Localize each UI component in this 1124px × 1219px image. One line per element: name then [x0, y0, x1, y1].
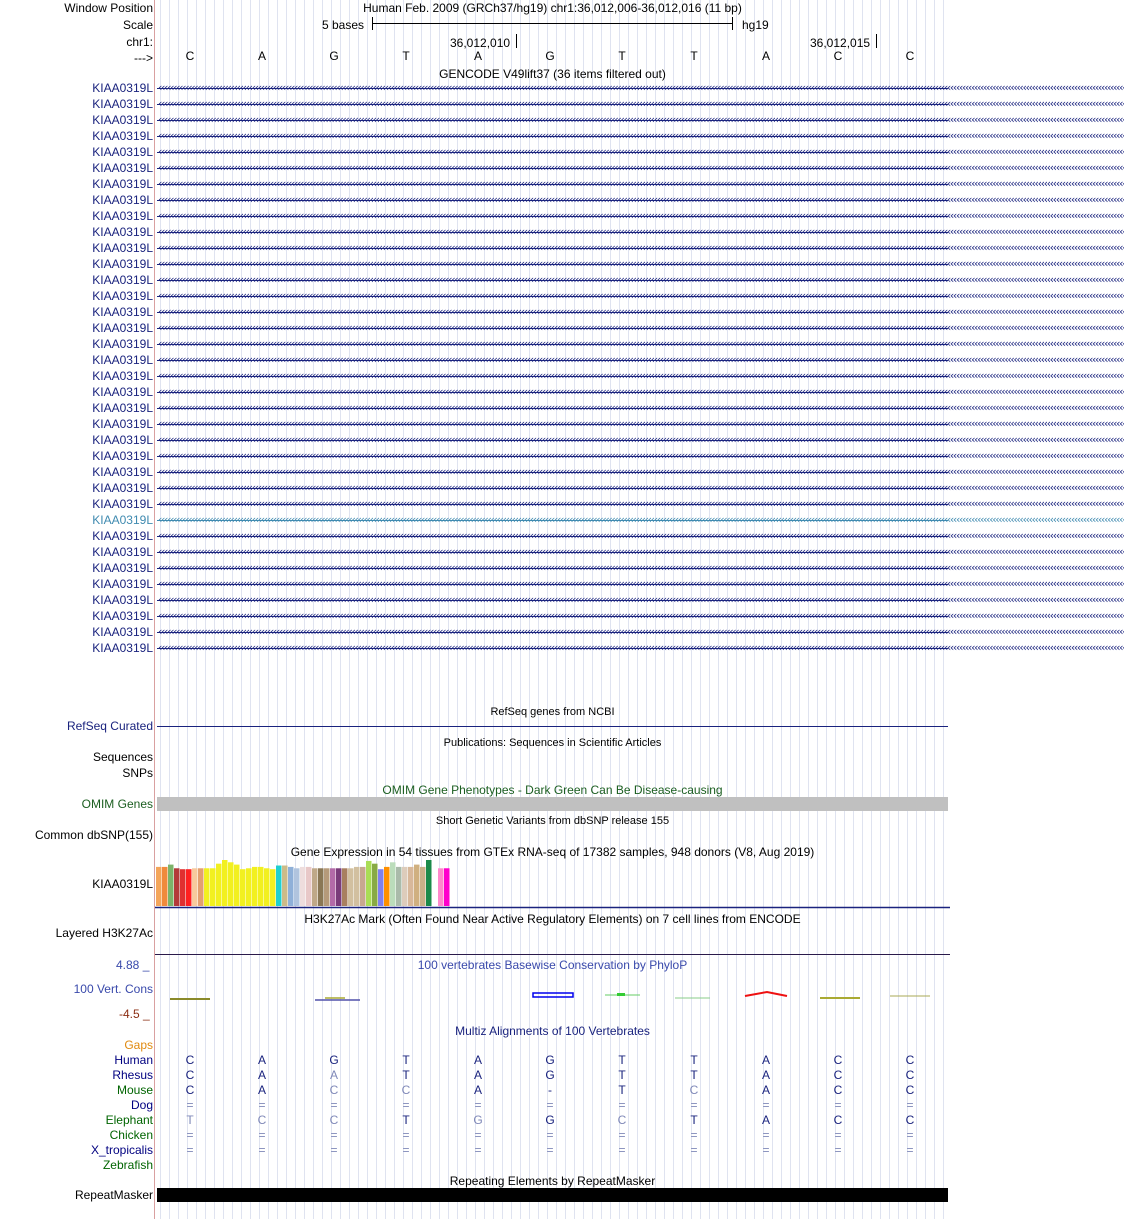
multiz-base: C	[185, 1053, 195, 1067]
gtex-tissue-bar[interactable]	[390, 862, 396, 906]
gencode-strand-arrows: ‹‹‹‹‹‹‹‹‹‹‹‹‹‹‹‹‹‹‹‹‹‹‹‹‹‹‹‹‹‹‹‹‹‹‹‹‹‹‹‹‹‹‹‹‹‹‹‹‹‹‹‹‹‹‹‹‹‹‹‹‹‹‹‹‹‹‹‹‹‹‹‹‹‹‹‹‹‹‹‹‹‹‹‹‹‹‹‹‹‹‹‹‹‹‹‹‹‹‹‹‹‹‹‹‹‹‹‹‹‹‹‹‹‹‹‹‹‹‹‹‹‹‹‹‹‹‹‹‹‹‹‹‹‹‹‹‹‹‹‹‹‹‹‹‹‹‹‹‹‹‹‹‹‹‹‹‹‹‹‹‹‹‹‹‹‹‹‹‹‹‹‹‹‹‹‹‹‹‹‹‹‹‹‹‹‹‹‹‹‹‹‹‹‹‹‹‹‹‹‹‹‹‹‹‹‹‹‹‹‹‹‹‹‹‹‹‹‹‹‹‹‹‹‹‹‹‹‹‹‹‹‹‹‹‹‹‹‹‹‹‹‹‹‹‹‹‹‹‹‹‹‹‹‹‹‹‹‹‹‹‹‹‹‹‹‹‹‹‹‹‹‹‹‹‹‹‹‹‹‹‹‹‹‹‹‹‹‹‹‹‹‹‹‹‹‹‹‹‹‹‹‹‹‹‹‹‹‹‹‹‹‹‹‹‹‹‹‹‹‹	[157, 129, 1124, 142]
multiz-base: =	[402, 1143, 410, 1157]
multiz-base: C	[833, 1113, 843, 1127]
gencode-transcript-label[interactable]: KIAA0319L	[92, 241, 153, 255]
gtex-tissue-bar[interactable]	[234, 865, 240, 906]
gencode-title[interactable]: GENCODE V49lift37 (36 items filtered out)	[439, 67, 666, 81]
refseq-label[interactable]: RefSeq Curated	[66, 719, 153, 733]
multiz-base: =	[546, 1128, 554, 1142]
multiz-base: C	[617, 1113, 627, 1127]
multiz-base: A	[761, 1068, 770, 1082]
gencode-transcript-label[interactable]: KIAA0319L	[92, 449, 153, 463]
multiz-base: C	[905, 1083, 915, 1097]
gencode-strand-arrows: ‹‹‹‹‹‹‹‹‹‹‹‹‹‹‹‹‹‹‹‹‹‹‹‹‹‹‹‹‹‹‹‹‹‹‹‹‹‹‹‹‹‹‹‹‹‹‹‹‹‹‹‹‹‹‹‹‹‹‹‹‹‹‹‹‹‹‹‹‹‹‹‹‹‹‹‹‹‹‹‹‹‹‹‹‹‹‹‹‹‹‹‹‹‹‹‹‹‹‹‹‹‹‹‹‹‹‹‹‹‹‹‹‹‹‹‹‹‹‹‹‹‹‹‹‹‹‹‹‹‹‹‹‹‹‹‹‹‹‹‹‹‹‹‹‹‹‹‹‹‹‹‹‹‹‹‹‹‹‹‹‹‹‹‹‹‹‹‹‹‹‹‹‹‹‹‹‹‹‹‹‹‹‹‹‹‹‹‹‹‹‹‹‹‹‹‹‹‹‹‹‹‹‹‹‹‹‹‹‹‹‹‹‹‹‹‹‹‹‹‹‹‹‹‹‹‹‹‹‹‹‹‹‹‹‹‹‹‹‹‹‹‹‹‹‹‹‹‹‹‹‹‹‹‹‹‹‹‹‹‹‹‹‹‹‹‹‹‹‹‹‹‹‹‹‹‹‹‹‹‹‹‹‹‹‹‹‹‹‹‹‹‹‹‹‹‹‹‹‹‹‹‹‹‹‹‹‹‹‹‹‹‹‹‹‹‹‹‹‹‹	[157, 433, 1124, 446]
multiz-base: T	[618, 1053, 626, 1067]
multiz-species-label[interactable]: Mouse	[116, 1083, 153, 1097]
gencode-strand-arrows: ‹‹‹‹‹‹‹‹‹‹‹‹‹‹‹‹‹‹‹‹‹‹‹‹‹‹‹‹‹‹‹‹‹‹‹‹‹‹‹‹‹‹‹‹‹‹‹‹‹‹‹‹‹‹‹‹‹‹‹‹‹‹‹‹‹‹‹‹‹‹‹‹‹‹‹‹‹‹‹‹‹‹‹‹‹‹‹‹‹‹‹‹‹‹‹‹‹‹‹‹‹‹‹‹‹‹‹‹‹‹‹‹‹‹‹‹‹‹‹‹‹‹‹‹‹‹‹‹‹‹‹‹‹‹‹‹‹‹‹‹‹‹‹‹‹‹‹‹‹‹‹‹‹‹‹‹‹‹‹‹‹‹‹‹‹‹‹‹‹‹‹‹‹‹‹‹‹‹‹‹‹‹‹‹‹‹‹‹‹‹‹‹‹‹‹‹‹‹‹‹‹‹‹‹‹‹‹‹‹‹‹‹‹‹‹‹‹‹‹‹‹‹‹‹‹‹‹‹‹‹‹‹‹‹‹‹‹‹‹‹‹‹‹‹‹‹‹‹‹‹‹‹‹‹‹‹‹‹‹‹‹‹‹‹‹‹‹‹‹‹‹‹‹‹‹‹‹‹‹‹‹‹‹‹‹‹‹‹‹‹‹‹‹‹‹‹‹‹‹‹‹‹‹‹‹‹‹‹‹‹‹‹‹‹‹‹‹‹‹‹	[157, 353, 1124, 366]
gtex-tissue-bar[interactable]	[414, 865, 420, 906]
multiz-base: =	[834, 1098, 842, 1112]
multiz-base: =	[906, 1128, 914, 1142]
multiz-base: =	[186, 1143, 194, 1157]
multiz-base: C	[905, 1068, 915, 1082]
dbsnp-label[interactable]: Common dbSNP(155)	[34, 828, 153, 842]
gtex-tissue-bar[interactable]	[330, 868, 336, 906]
multiz-base: =	[618, 1143, 626, 1157]
gtex-tissue-bar[interactable]	[312, 868, 318, 906]
gtex-tissue-bar[interactable]	[222, 860, 228, 906]
gencode-strand-arrows: ‹‹‹‹‹‹‹‹‹‹‹‹‹‹‹‹‹‹‹‹‹‹‹‹‹‹‹‹‹‹‹‹‹‹‹‹‹‹‹‹‹‹‹‹‹‹‹‹‹‹‹‹‹‹‹‹‹‹‹‹‹‹‹‹‹‹‹‹‹‹‹‹‹‹‹‹‹‹‹‹‹‹‹‹‹‹‹‹‹‹‹‹‹‹‹‹‹‹‹‹‹‹‹‹‹‹‹‹‹‹‹‹‹‹‹‹‹‹‹‹‹‹‹‹‹‹‹‹‹‹‹‹‹‹‹‹‹‹‹‹‹‹‹‹‹‹‹‹‹‹‹‹‹‹‹‹‹‹‹‹‹‹‹‹‹‹‹‹‹‹‹‹‹‹‹‹‹‹‹‹‹‹‹‹‹‹‹‹‹‹‹‹‹‹‹‹‹‹‹‹‹‹‹‹‹‹‹‹‹‹‹‹‹‹‹‹‹‹‹‹‹‹‹‹‹‹‹‹‹‹‹‹‹‹‹‹‹‹‹‹‹‹‹‹‹‹‹‹‹‹‹‹‹‹‹‹‹‹‹‹‹‹‹‹‹‹‹‹‹‹‹‹‹‹‹‹‹‹‹‹‹‹‹‹‹‹‹‹‹‹‹‹‹‹‹‹‹‹‹‹‹‹‹‹‹‹‹‹‹‹‹‹‹‹‹‹‹‹‹‹	[157, 257, 1124, 270]
gtex-label[interactable]: KIAA0319L	[92, 877, 153, 891]
gencode-strand-arrows: ‹‹‹‹‹‹‹‹‹‹‹‹‹‹‹‹‹‹‹‹‹‹‹‹‹‹‹‹‹‹‹‹‹‹‹‹‹‹‹‹‹‹‹‹‹‹‹‹‹‹‹‹‹‹‹‹‹‹‹‹‹‹‹‹‹‹‹‹‹‹‹‹‹‹‹‹‹‹‹‹‹‹‹‹‹‹‹‹‹‹‹‹‹‹‹‹‹‹‹‹‹‹‹‹‹‹‹‹‹‹‹‹‹‹‹‹‹‹‹‹‹‹‹‹‹‹‹‹‹‹‹‹‹‹‹‹‹‹‹‹‹‹‹‹‹‹‹‹‹‹‹‹‹‹‹‹‹‹‹‹‹‹‹‹‹‹‹‹‹‹‹‹‹‹‹‹‹‹‹‹‹‹‹‹‹‹‹‹‹‹‹‹‹‹‹‹‹‹‹‹‹‹‹‹‹‹‹‹‹‹‹‹‹‹‹‹‹‹‹‹‹‹‹‹‹‹‹‹‹‹‹‹‹‹‹‹‹‹‹‹‹‹‹‹‹‹‹‹‹‹‹‹‹‹‹‹‹‹‹‹‹‹‹‹‹‹‹‹‹‹‹‹‹‹‹‹‹‹‹‹‹‹‹‹‹‹‹‹‹‹‹‹‹‹‹‹‹‹‹‹‹‹‹‹‹‹‹‹‹‹‹‹‹‹‹‹‹‹‹‹	[157, 609, 1124, 622]
gencode-strand-arrows: ‹‹‹‹‹‹‹‹‹‹‹‹‹‹‹‹‹‹‹‹‹‹‹‹‹‹‹‹‹‹‹‹‹‹‹‹‹‹‹‹‹‹‹‹‹‹‹‹‹‹‹‹‹‹‹‹‹‹‹‹‹‹‹‹‹‹‹‹‹‹‹‹‹‹‹‹‹‹‹‹‹‹‹‹‹‹‹‹‹‹‹‹‹‹‹‹‹‹‹‹‹‹‹‹‹‹‹‹‹‹‹‹‹‹‹‹‹‹‹‹‹‹‹‹‹‹‹‹‹‹‹‹‹‹‹‹‹‹‹‹‹‹‹‹‹‹‹‹‹‹‹‹‹‹‹‹‹‹‹‹‹‹‹‹‹‹‹‹‹‹‹‹‹‹‹‹‹‹‹‹‹‹‹‹‹‹‹‹‹‹‹‹‹‹‹‹‹‹‹‹‹‹‹‹‹‹‹‹‹‹‹‹‹‹‹‹‹‹‹‹‹‹‹‹‹‹‹‹‹‹‹‹‹‹‹‹‹‹‹‹‹‹‹‹‹‹‹‹‹‹‹‹‹‹‹‹‹‹‹‹‹‹‹‹‹‹‹‹‹‹‹‹‹‹‹‹‹‹‹‹‹‹‹‹‹‹‹‹‹‹‹‹‹‹‹‹‹‹‹‹‹‹‹‹‹‹‹‹‹‹‹‹‹‹‹‹‹‹‹‹	[157, 497, 1124, 510]
multiz-base: =	[474, 1143, 482, 1157]
gencode-transcript-label[interactable]: KIAA0319L	[92, 289, 153, 303]
multiz-base: =	[618, 1098, 626, 1112]
cons-min-label: -4.5 _	[119, 1007, 150, 1021]
gencode-transcript-label[interactable]: KIAA0319L	[92, 321, 153, 335]
gtex-tissue-bar[interactable]	[174, 868, 180, 906]
gencode-transcript-label[interactable]: KIAA0319L	[92, 353, 153, 367]
gtex-tissue-bar[interactable]	[396, 867, 402, 906]
omim-label[interactable]: OMIM Genes	[81, 797, 153, 811]
gtex-tissue-bar[interactable]	[240, 869, 246, 906]
multiz-base: =	[402, 1098, 410, 1112]
gencode-strand-arrows: ‹‹‹‹‹‹‹‹‹‹‹‹‹‹‹‹‹‹‹‹‹‹‹‹‹‹‹‹‹‹‹‹‹‹‹‹‹‹‹‹‹‹‹‹‹‹‹‹‹‹‹‹‹‹‹‹‹‹‹‹‹‹‹‹‹‹‹‹‹‹‹‹‹‹‹‹‹‹‹‹‹‹‹‹‹‹‹‹‹‹‹‹‹‹‹‹‹‹‹‹‹‹‹‹‹‹‹‹‹‹‹‹‹‹‹‹‹‹‹‹‹‹‹‹‹‹‹‹‹‹‹‹‹‹‹‹‹‹‹‹‹‹‹‹‹‹‹‹‹‹‹‹‹‹‹‹‹‹‹‹‹‹‹‹‹‹‹‹‹‹‹‹‹‹‹‹‹‹‹‹‹‹‹‹‹‹‹‹‹‹‹‹‹‹‹‹‹‹‹‹‹‹‹‹‹‹‹‹‹‹‹‹‹‹‹‹‹‹‹‹‹‹‹‹‹‹‹‹‹‹‹‹‹‹‹‹‹‹‹‹‹‹‹‹‹‹‹‹‹‹‹‹‹‹‹‹‹‹‹‹‹‹‹‹‹‹‹‹‹‹‹‹‹‹‹‹‹‹‹‹‹‹‹‹‹‹‹‹‹‹‹‹‹‹‹‹‹‹‹‹‹‹‹‹‹‹‹‹‹‹‹‹‹‹‹‹‹‹‹‹	[157, 529, 1124, 542]
multiz-base: =	[906, 1098, 914, 1112]
window-position-value: Human Feb. 2009 (GRCh37/hg19) chr1:36,012,006-36,012,016 (11 bp)	[363, 1, 742, 15]
multiz-base: =	[186, 1098, 194, 1112]
gencode-transcript-label[interactable]: KIAA0319L	[92, 417, 153, 431]
multiz-base: G	[545, 1053, 555, 1067]
h3k27ac-baseline	[155, 954, 950, 955]
reference-base: G	[329, 49, 339, 63]
gencode-strand-arrows: ‹‹‹‹‹‹‹‹‹‹‹‹‹‹‹‹‹‹‹‹‹‹‹‹‹‹‹‹‹‹‹‹‹‹‹‹‹‹‹‹‹‹‹‹‹‹‹‹‹‹‹‹‹‹‹‹‹‹‹‹‹‹‹‹‹‹‹‹‹‹‹‹‹‹‹‹‹‹‹‹‹‹‹‹‹‹‹‹‹‹‹‹‹‹‹‹‹‹‹‹‹‹‹‹‹‹‹‹‹‹‹‹‹‹‹‹‹‹‹‹‹‹‹‹‹‹‹‹‹‹‹‹‹‹‹‹‹‹‹‹‹‹‹‹‹‹‹‹‹‹‹‹‹‹‹‹‹‹‹‹‹‹‹‹‹‹‹‹‹‹‹‹‹‹‹‹‹‹‹‹‹‹‹‹‹‹‹‹‹‹‹‹‹‹‹‹‹‹‹‹‹‹‹‹‹‹‹‹‹‹‹‹‹‹‹‹‹‹‹‹‹‹‹‹‹‹‹‹‹‹‹‹‹‹‹‹‹‹‹‹‹‹‹‹‹‹‹‹‹‹‹‹‹‹‹‹‹‹‹‹‹‹‹‹‹‹‹‹‹‹‹‹‹‹‹‹‹‹‹‹‹‹‹‹‹‹‹‹‹‹‹‹‹‹‹‹‹‹‹‹‹‹‹‹‹‹‹‹‹‹‹‹‹‹‹‹‹‹‹‹	[157, 337, 1124, 350]
gencode-transcript-label[interactable]: KIAA0319L	[92, 465, 153, 479]
gtex-tissue-bar[interactable]	[186, 869, 192, 906]
gtex-tissue-bar[interactable]	[282, 866, 288, 906]
strand-label: --->	[134, 51, 153, 65]
multiz-base: =	[330, 1143, 338, 1157]
gencode-strand-arrows: ‹‹‹‹‹‹‹‹‹‹‹‹‹‹‹‹‹‹‹‹‹‹‹‹‹‹‹‹‹‹‹‹‹‹‹‹‹‹‹‹‹‹‹‹‹‹‹‹‹‹‹‹‹‹‹‹‹‹‹‹‹‹‹‹‹‹‹‹‹‹‹‹‹‹‹‹‹‹‹‹‹‹‹‹‹‹‹‹‹‹‹‹‹‹‹‹‹‹‹‹‹‹‹‹‹‹‹‹‹‹‹‹‹‹‹‹‹‹‹‹‹‹‹‹‹‹‹‹‹‹‹‹‹‹‹‹‹‹‹‹‹‹‹‹‹‹‹‹‹‹‹‹‹‹‹‹‹‹‹‹‹‹‹‹‹‹‹‹‹‹‹‹‹‹‹‹‹‹‹‹‹‹‹‹‹‹‹‹‹‹‹‹‹‹‹‹‹‹‹‹‹‹‹‹‹‹‹‹‹‹‹‹‹‹‹‹‹‹‹‹‹‹‹‹‹‹‹‹‹‹‹‹‹‹‹‹‹‹‹‹‹‹‹‹‹‹‹‹‹‹‹‹‹‹‹‹‹‹‹‹‹‹‹‹‹‹‹‹‹‹‹‹‹‹‹‹‹‹‹‹‹‹‹‹‹‹‹‹‹‹‹‹‹‹‹‹‹‹‹‹‹‹‹‹‹‹‹‹‹‹‹‹‹‹‹‹‹‹‹‹	[157, 273, 1124, 286]
gencode-transcript-label[interactable]: KIAA0319L	[92, 81, 153, 95]
gencode-strand-arrows: ‹‹‹‹‹‹‹‹‹‹‹‹‹‹‹‹‹‹‹‹‹‹‹‹‹‹‹‹‹‹‹‹‹‹‹‹‹‹‹‹‹‹‹‹‹‹‹‹‹‹‹‹‹‹‹‹‹‹‹‹‹‹‹‹‹‹‹‹‹‹‹‹‹‹‹‹‹‹‹‹‹‹‹‹‹‹‹‹‹‹‹‹‹‹‹‹‹‹‹‹‹‹‹‹‹‹‹‹‹‹‹‹‹‹‹‹‹‹‹‹‹‹‹‹‹‹‹‹‹‹‹‹‹‹‹‹‹‹‹‹‹‹‹‹‹‹‹‹‹‹‹‹‹‹‹‹‹‹‹‹‹‹‹‹‹‹‹‹‹‹‹‹‹‹‹‹‹‹‹‹‹‹‹‹‹‹‹‹‹‹‹‹‹‹‹‹‹‹‹‹‹‹‹‹‹‹‹‹‹‹‹‹‹‹‹‹‹‹‹‹‹‹‹‹‹‹‹‹‹‹‹‹‹‹‹‹‹‹‹‹‹‹‹‹‹‹‹‹‹‹‹‹‹‹‹‹‹‹‹‹‹‹‹‹‹‹‹‹‹‹‹‹‹‹‹‹‹‹‹‹‹‹‹‹‹‹‹‹‹‹‹‹‹‹‹‹‹‹‹‹‹‹‹‹‹‹‹‹‹‹‹‹‹‹‹‹‹‹‹‹	[157, 225, 1124, 238]
multiz-base: T	[690, 1113, 698, 1127]
gtex-tissue-bar[interactable]	[420, 867, 426, 906]
gencode-strand-arrows: ‹‹‹‹‹‹‹‹‹‹‹‹‹‹‹‹‹‹‹‹‹‹‹‹‹‹‹‹‹‹‹‹‹‹‹‹‹‹‹‹‹‹‹‹‹‹‹‹‹‹‹‹‹‹‹‹‹‹‹‹‹‹‹‹‹‹‹‹‹‹‹‹‹‹‹‹‹‹‹‹‹‹‹‹‹‹‹‹‹‹‹‹‹‹‹‹‹‹‹‹‹‹‹‹‹‹‹‹‹‹‹‹‹‹‹‹‹‹‹‹‹‹‹‹‹‹‹‹‹‹‹‹‹‹‹‹‹‹‹‹‹‹‹‹‹‹‹‹‹‹‹‹‹‹‹‹‹‹‹‹‹‹‹‹‹‹‹‹‹‹‹‹‹‹‹‹‹‹‹‹‹‹‹‹‹‹‹‹‹‹‹‹‹‹‹‹‹‹‹‹‹‹‹‹‹‹‹‹‹‹‹‹‹‹‹‹‹‹‹‹‹‹‹‹‹‹‹‹‹‹‹‹‹‹‹‹‹‹‹‹‹‹‹‹‹‹‹‹‹‹‹‹‹‹‹‹‹‹‹‹‹‹‹‹‹‹‹‹‹‹‹‹‹‹‹‹‹‹‹‹‹‹‹‹‹‹‹‹‹‹‹‹‹‹‹‹‹‹‹‹‹‹‹‹‹‹‹‹‹‹‹‹‹‹‹‹‹‹‹‹	[157, 305, 1124, 318]
chr-label: chr1:	[126, 35, 153, 49]
gencode-strand-arrows: ‹‹‹‹‹‹‹‹‹‹‹‹‹‹‹‹‹‹‹‹‹‹‹‹‹‹‹‹‹‹‹‹‹‹‹‹‹‹‹‹‹‹‹‹‹‹‹‹‹‹‹‹‹‹‹‹‹‹‹‹‹‹‹‹‹‹‹‹‹‹‹‹‹‹‹‹‹‹‹‹‹‹‹‹‹‹‹‹‹‹‹‹‹‹‹‹‹‹‹‹‹‹‹‹‹‹‹‹‹‹‹‹‹‹‹‹‹‹‹‹‹‹‹‹‹‹‹‹‹‹‹‹‹‹‹‹‹‹‹‹‹‹‹‹‹‹‹‹‹‹‹‹‹‹‹‹‹‹‹‹‹‹‹‹‹‹‹‹‹‹‹‹‹‹‹‹‹‹‹‹‹‹‹‹‹‹‹‹‹‹‹‹‹‹‹‹‹‹‹‹‹‹‹‹‹‹‹‹‹‹‹‹‹‹‹‹‹‹‹‹‹‹‹‹‹‹‹‹‹‹‹‹‹‹‹‹‹‹‹‹‹‹‹‹‹‹‹‹‹‹‹‹‹‹‹‹‹‹‹‹‹‹‹‹‹‹‹‹‹‹‹‹‹‹‹‹‹‹‹‹‹‹‹‹‹‹‹‹‹‹‹‹‹‹‹‹‹‹‹‹‹‹‹‹‹‹‹‹‹‹‹‹‹‹‹‹‹‹‹‹	[157, 369, 1124, 382]
gencode-strand-arrows: ‹‹‹‹‹‹‹‹‹‹‹‹‹‹‹‹‹‹‹‹‹‹‹‹‹‹‹‹‹‹‹‹‹‹‹‹‹‹‹‹‹‹‹‹‹‹‹‹‹‹‹‹‹‹‹‹‹‹‹‹‹‹‹‹‹‹‹‹‹‹‹‹‹‹‹‹‹‹‹‹‹‹‹‹‹‹‹‹‹‹‹‹‹‹‹‹‹‹‹‹‹‹‹‹‹‹‹‹‹‹‹‹‹‹‹‹‹‹‹‹‹‹‹‹‹‹‹‹‹‹‹‹‹‹‹‹‹‹‹‹‹‹‹‹‹‹‹‹‹‹‹‹‹‹‹‹‹‹‹‹‹‹‹‹‹‹‹‹‹‹‹‹‹‹‹‹‹‹‹‹‹‹‹‹‹‹‹‹‹‹‹‹‹‹‹‹‹‹‹‹‹‹‹‹‹‹‹‹‹‹‹‹‹‹‹‹‹‹‹‹‹‹‹‹‹‹‹‹‹‹‹‹‹‹‹‹‹‹‹‹‹‹‹‹‹‹‹‹‹‹‹‹‹‹‹‹‹‹‹‹‹‹‹‹‹‹‹‹‹‹‹‹‹‹‹‹‹‹‹‹‹‹‹‹‹‹‹‹‹‹‹‹‹‹‹‹‹‹‹‹‹‹‹‹‹‹‹‹‹‹‹‹‹‹‹‹‹‹‹‹	[157, 513, 1124, 526]
multiz-base: =	[402, 1128, 410, 1142]
gencode-transcript-label[interactable]: KIAA0319L	[92, 545, 153, 559]
gtex-tissue-bar[interactable]	[258, 867, 264, 906]
scale-value: 5 bases	[322, 18, 365, 32]
gtex-tissue-bar[interactable]	[228, 862, 234, 906]
multiz-base: -	[548, 1083, 552, 1097]
gencode-strand-arrows: ‹‹‹‹‹‹‹‹‹‹‹‹‹‹‹‹‹‹‹‹‹‹‹‹‹‹‹‹‹‹‹‹‹‹‹‹‹‹‹‹‹‹‹‹‹‹‹‹‹‹‹‹‹‹‹‹‹‹‹‹‹‹‹‹‹‹‹‹‹‹‹‹‹‹‹‹‹‹‹‹‹‹‹‹‹‹‹‹‹‹‹‹‹‹‹‹‹‹‹‹‹‹‹‹‹‹‹‹‹‹‹‹‹‹‹‹‹‹‹‹‹‹‹‹‹‹‹‹‹‹‹‹‹‹‹‹‹‹‹‹‹‹‹‹‹‹‹‹‹‹‹‹‹‹‹‹‹‹‹‹‹‹‹‹‹‹‹‹‹‹‹‹‹‹‹‹‹‹‹‹‹‹‹‹‹‹‹‹‹‹‹‹‹‹‹‹‹‹‹‹‹‹‹‹‹‹‹‹‹‹‹‹‹‹‹‹‹‹‹‹‹‹‹‹‹‹‹‹‹‹‹‹‹‹‹‹‹‹‹‹‹‹‹‹‹‹‹‹‹‹‹‹‹‹‹‹‹‹‹‹‹‹‹‹‹‹‹‹‹‹‹‹‹‹‹‹‹‹‹‹‹‹‹‹‹‹‹‹‹‹‹‹‹‹‹‹‹‹‹‹‹‹‹‹‹‹‹‹‹‹‹‹‹‹‹‹‹‹‹‹	[157, 241, 1124, 254]
gtex-tissue-bar[interactable]	[318, 868, 324, 906]
multiz-base: =	[474, 1098, 482, 1112]
cons-title[interactable]: 100 vertebrates Basewise Conservation by PhyloP	[417, 958, 688, 972]
multiz-species-label[interactable]: Dog	[130, 1098, 153, 1112]
gtex-tissue-bar[interactable]	[204, 868, 210, 906]
publications-sequences-label[interactable]: Sequences	[92, 750, 153, 764]
reference-base: A	[761, 49, 770, 63]
gencode-strand-arrows: ‹‹‹‹‹‹‹‹‹‹‹‹‹‹‹‹‹‹‹‹‹‹‹‹‹‹‹‹‹‹‹‹‹‹‹‹‹‹‹‹‹‹‹‹‹‹‹‹‹‹‹‹‹‹‹‹‹‹‹‹‹‹‹‹‹‹‹‹‹‹‹‹‹‹‹‹‹‹‹‹‹‹‹‹‹‹‹‹‹‹‹‹‹‹‹‹‹‹‹‹‹‹‹‹‹‹‹‹‹‹‹‹‹‹‹‹‹‹‹‹‹‹‹‹‹‹‹‹‹‹‹‹‹‹‹‹‹‹‹‹‹‹‹‹‹‹‹‹‹‹‹‹‹‹‹‹‹‹‹‹‹‹‹‹‹‹‹‹‹‹‹‹‹‹‹‹‹‹‹‹‹‹‹‹‹‹‹‹‹‹‹‹‹‹‹‹‹‹‹‹‹‹‹‹‹‹‹‹‹‹‹‹‹‹‹‹‹‹‹‹‹‹‹‹‹‹‹‹‹‹‹‹‹‹‹‹‹‹‹‹‹‹‹‹‹‹‹‹‹‹‹‹‹‹‹‹‹‹‹‹‹‹‹‹‹‹‹‹‹‹‹‹‹‹‹‹‹‹‹‹‹‹‹‹‹‹‹‹‹‹‹‹‹‹‹‹‹‹‹‹‹‹‹‹‹‹‹‹‹‹‹‹‹‹‹‹‹‹‹‹	[157, 593, 1124, 606]
publications-snps-label[interactable]: SNPs	[122, 766, 153, 780]
gencode-transcript-label[interactable]: KIAA0319L	[92, 577, 153, 591]
gtex-tissue-bar[interactable]	[270, 869, 276, 906]
chr-tick-2: 36,012,015	[810, 36, 871, 50]
gencode-strand-arrows: ‹‹‹‹‹‹‹‹‹‹‹‹‹‹‹‹‹‹‹‹‹‹‹‹‹‹‹‹‹‹‹‹‹‹‹‹‹‹‹‹‹‹‹‹‹‹‹‹‹‹‹‹‹‹‹‹‹‹‹‹‹‹‹‹‹‹‹‹‹‹‹‹‹‹‹‹‹‹‹‹‹‹‹‹‹‹‹‹‹‹‹‹‹‹‹‹‹‹‹‹‹‹‹‹‹‹‹‹‹‹‹‹‹‹‹‹‹‹‹‹‹‹‹‹‹‹‹‹‹‹‹‹‹‹‹‹‹‹‹‹‹‹‹‹‹‹‹‹‹‹‹‹‹‹‹‹‹‹‹‹‹‹‹‹‹‹‹‹‹‹‹‹‹‹‹‹‹‹‹‹‹‹‹‹‹‹‹‹‹‹‹‹‹‹‹‹‹‹‹‹‹‹‹‹‹‹‹‹‹‹‹‹‹‹‹‹‹‹‹‹‹‹‹‹‹‹‹‹‹‹‹‹‹‹‹‹‹‹‹‹‹‹‹‹‹‹‹‹‹‹‹‹‹‹‹‹‹‹‹‹‹‹‹‹‹‹‹‹‹‹‹‹‹‹‹‹‹‹‹‹‹‹‹‹‹‹‹‹‹‹‹‹‹‹‹‹‹‹‹‹‹‹‹‹‹‹‹‹‹‹‹‹‹‹‹‹‹‹‹‹	[157, 145, 1124, 158]
h3k27ac-title[interactable]: H3K27Ac Mark (Often Found Near Active Regulatory Elements) on 7 cell lines from ENCODE	[304, 912, 801, 926]
multiz-base: G	[545, 1113, 555, 1127]
gtex-tissue-bar[interactable]	[162, 867, 168, 906]
gencode-transcript-label[interactable]: KIAA0319L	[92, 193, 153, 207]
gencode-transcript-label[interactable]: KIAA0319L	[92, 625, 153, 639]
multiz-base: C	[689, 1083, 699, 1097]
reference-base: C	[905, 49, 915, 63]
multiz-base: C	[185, 1083, 195, 1097]
gencode-strand-arrows: ‹‹‹‹‹‹‹‹‹‹‹‹‹‹‹‹‹‹‹‹‹‹‹‹‹‹‹‹‹‹‹‹‹‹‹‹‹‹‹‹‹‹‹‹‹‹‹‹‹‹‹‹‹‹‹‹‹‹‹‹‹‹‹‹‹‹‹‹‹‹‹‹‹‹‹‹‹‹‹‹‹‹‹‹‹‹‹‹‹‹‹‹‹‹‹‹‹‹‹‹‹‹‹‹‹‹‹‹‹‹‹‹‹‹‹‹‹‹‹‹‹‹‹‹‹‹‹‹‹‹‹‹‹‹‹‹‹‹‹‹‹‹‹‹‹‹‹‹‹‹‹‹‹‹‹‹‹‹‹‹‹‹‹‹‹‹‹‹‹‹‹‹‹‹‹‹‹‹‹‹‹‹‹‹‹‹‹‹‹‹‹‹‹‹‹‹‹‹‹‹‹‹‹‹‹‹‹‹‹‹‹‹‹‹‹‹‹‹‹‹‹‹‹‹‹‹‹‹‹‹‹‹‹‹‹‹‹‹‹‹‹‹‹‹‹‹‹‹‹‹‹‹‹‹‹‹‹‹‹‹‹‹‹‹‹‹‹‹‹‹‹‹‹‹‹‹‹‹‹‹‹‹‹‹‹‹‹‹‹‹‹‹‹‹‹‹‹‹‹‹‹‹‹‹‹‹‹‹‹‹‹‹‹‹‹‹‹‹‹‹	[157, 289, 1124, 302]
reference-base: C	[833, 49, 843, 63]
multiz-species-label[interactable]: Zebrafish	[102, 1158, 153, 1172]
gencode-strand-arrows: ‹‹‹‹‹‹‹‹‹‹‹‹‹‹‹‹‹‹‹‹‹‹‹‹‹‹‹‹‹‹‹‹‹‹‹‹‹‹‹‹‹‹‹‹‹‹‹‹‹‹‹‹‹‹‹‹‹‹‹‹‹‹‹‹‹‹‹‹‹‹‹‹‹‹‹‹‹‹‹‹‹‹‹‹‹‹‹‹‹‹‹‹‹‹‹‹‹‹‹‹‹‹‹‹‹‹‹‹‹‹‹‹‹‹‹‹‹‹‹‹‹‹‹‹‹‹‹‹‹‹‹‹‹‹‹‹‹‹‹‹‹‹‹‹‹‹‹‹‹‹‹‹‹‹‹‹‹‹‹‹‹‹‹‹‹‹‹‹‹‹‹‹‹‹‹‹‹‹‹‹‹‹‹‹‹‹‹‹‹‹‹‹‹‹‹‹‹‹‹‹‹‹‹‹‹‹‹‹‹‹‹‹‹‹‹‹‹‹‹‹‹‹‹‹‹‹‹‹‹‹‹‹‹‹‹‹‹‹‹‹‹‹‹‹‹‹‹‹‹‹‹‹‹‹‹‹‹‹‹‹‹‹‹‹‹‹‹‹‹‹‹‹‹‹‹‹‹‹‹‹‹‹‹‹‹‹‹‹‹‹‹‹‹‹‹‹‹‹‹‹‹‹‹‹‹‹‹‹‹‹‹‹‹‹‹‹‹‹‹‹	[157, 113, 1124, 126]
gtex-tissue-bar[interactable]	[426, 860, 432, 906]
scale-assembly: hg19	[742, 18, 769, 32]
reference-base: T	[618, 49, 626, 63]
multiz-base: C	[329, 1083, 339, 1097]
gencode-strand-arrows: ‹‹‹‹‹‹‹‹‹‹‹‹‹‹‹‹‹‹‹‹‹‹‹‹‹‹‹‹‹‹‹‹‹‹‹‹‹‹‹‹‹‹‹‹‹‹‹‹‹‹‹‹‹‹‹‹‹‹‹‹‹‹‹‹‹‹‹‹‹‹‹‹‹‹‹‹‹‹‹‹‹‹‹‹‹‹‹‹‹‹‹‹‹‹‹‹‹‹‹‹‹‹‹‹‹‹‹‹‹‹‹‹‹‹‹‹‹‹‹‹‹‹‹‹‹‹‹‹‹‹‹‹‹‹‹‹‹‹‹‹‹‹‹‹‹‹‹‹‹‹‹‹‹‹‹‹‹‹‹‹‹‹‹‹‹‹‹‹‹‹‹‹‹‹‹‹‹‹‹‹‹‹‹‹‹‹‹‹‹‹‹‹‹‹‹‹‹‹‹‹‹‹‹‹‹‹‹‹‹‹‹‹‹‹‹‹‹‹‹‹‹‹‹‹‹‹‹‹‹‹‹‹‹‹‹‹‹‹‹‹‹‹‹‹‹‹‹‹‹‹‹‹‹‹‹‹‹‹‹‹‹‹‹‹‹‹‹‹‹‹‹‹‹‹‹‹‹‹‹‹‹‹‹‹‹‹‹‹‹‹‹‹‹‹‹‹‹‹‹‹‹‹‹‹‹‹‹‹‹‹‹‹‹‹‹‹‹‹‹‹	[157, 97, 1124, 110]
multiz-base: =	[474, 1128, 482, 1142]
gencode-strand-arrows: ‹‹‹‹‹‹‹‹‹‹‹‹‹‹‹‹‹‹‹‹‹‹‹‹‹‹‹‹‹‹‹‹‹‹‹‹‹‹‹‹‹‹‹‹‹‹‹‹‹‹‹‹‹‹‹‹‹‹‹‹‹‹‹‹‹‹‹‹‹‹‹‹‹‹‹‹‹‹‹‹‹‹‹‹‹‹‹‹‹‹‹‹‹‹‹‹‹‹‹‹‹‹‹‹‹‹‹‹‹‹‹‹‹‹‹‹‹‹‹‹‹‹‹‹‹‹‹‹‹‹‹‹‹‹‹‹‹‹‹‹‹‹‹‹‹‹‹‹‹‹‹‹‹‹‹‹‹‹‹‹‹‹‹‹‹‹‹‹‹‹‹‹‹‹‹‹‹‹‹‹‹‹‹‹‹‹‹‹‹‹‹‹‹‹‹‹‹‹‹‹‹‹‹‹‹‹‹‹‹‹‹‹‹‹‹‹‹‹‹‹‹‹‹‹‹‹‹‹‹‹‹‹‹‹‹‹‹‹‹‹‹‹‹‹‹‹‹‹‹‹‹‹‹‹‹‹‹‹‹‹‹‹‹‹‹‹‹‹‹‹‹‹‹‹‹‹‹‹‹‹‹‹‹‹‹‹‹‹‹‹‹‹‹‹‹‹‹‹‹‹‹‹‹‹‹‹‹‹‹‹‹‹‹‹‹‹‹‹‹‹	[157, 401, 1124, 414]
multiz-base: C	[833, 1053, 843, 1067]
gtex-tissue-bar[interactable]	[156, 867, 162, 906]
window-position-label: Window Position	[64, 1, 153, 15]
multiz-base: C	[833, 1068, 843, 1082]
multiz-base: A	[257, 1083, 266, 1097]
gencode-transcript-label[interactable]: KIAA0319L	[92, 369, 153, 383]
gencode-transcript-label[interactable]: KIAA0319L	[92, 561, 153, 575]
multiz-base: =	[258, 1143, 266, 1157]
gencode-transcript-label[interactable]: KIAA0319L	[92, 305, 153, 319]
reference-base: A	[473, 49, 482, 63]
gtex-tissue-bar[interactable]	[360, 867, 366, 906]
multiz-base: =	[762, 1143, 770, 1157]
gtex-bar-chart[interactable]	[155, 860, 950, 910]
gencode-transcript-label[interactable]: KIAA0319L	[92, 401, 153, 415]
gtex-tissue-bar[interactable]	[438, 868, 444, 906]
gencode-transcript-label[interactable]: KIAA0319L	[92, 257, 153, 271]
gencode-transcript-label[interactable]: KIAA0319L	[92, 145, 153, 159]
gencode-transcript-label[interactable]: KIAA0319L	[92, 273, 153, 287]
gencode-strand-arrows: ‹‹‹‹‹‹‹‹‹‹‹‹‹‹‹‹‹‹‹‹‹‹‹‹‹‹‹‹‹‹‹‹‹‹‹‹‹‹‹‹‹‹‹‹‹‹‹‹‹‹‹‹‹‹‹‹‹‹‹‹‹‹‹‹‹‹‹‹‹‹‹‹‹‹‹‹‹‹‹‹‹‹‹‹‹‹‹‹‹‹‹‹‹‹‹‹‹‹‹‹‹‹‹‹‹‹‹‹‹‹‹‹‹‹‹‹‹‹‹‹‹‹‹‹‹‹‹‹‹‹‹‹‹‹‹‹‹‹‹‹‹‹‹‹‹‹‹‹‹‹‹‹‹‹‹‹‹‹‹‹‹‹‹‹‹‹‹‹‹‹‹‹‹‹‹‹‹‹‹‹‹‹‹‹‹‹‹‹‹‹‹‹‹‹‹‹‹‹‹‹‹‹‹‹‹‹‹‹‹‹‹‹‹‹‹‹‹‹‹‹‹‹‹‹‹‹‹‹‹‹‹‹‹‹‹‹‹‹‹‹‹‹‹‹‹‹‹‹‹‹‹‹‹‹‹‹‹‹‹‹‹‹‹‹‹‹‹‹‹‹‹‹‹‹‹‹‹‹‹‹‹‹‹‹‹‹‹‹‹‹‹‹‹‹‹‹‹‹‹‹‹‹‹‹‹‹‹‹‹‹‹‹‹‹‹‹‹‹‹‹	[157, 385, 1124, 398]
gencode-strand-arrows: ‹‹‹‹‹‹‹‹‹‹‹‹‹‹‹‹‹‹‹‹‹‹‹‹‹‹‹‹‹‹‹‹‹‹‹‹‹‹‹‹‹‹‹‹‹‹‹‹‹‹‹‹‹‹‹‹‹‹‹‹‹‹‹‹‹‹‹‹‹‹‹‹‹‹‹‹‹‹‹‹‹‹‹‹‹‹‹‹‹‹‹‹‹‹‹‹‹‹‹‹‹‹‹‹‹‹‹‹‹‹‹‹‹‹‹‹‹‹‹‹‹‹‹‹‹‹‹‹‹‹‹‹‹‹‹‹‹‹‹‹‹‹‹‹‹‹‹‹‹‹‹‹‹‹‹‹‹‹‹‹‹‹‹‹‹‹‹‹‹‹‹‹‹‹‹‹‹‹‹‹‹‹‹‹‹‹‹‹‹‹‹‹‹‹‹‹‹‹‹‹‹‹‹‹‹‹‹‹‹‹‹‹‹‹‹‹‹‹‹‹‹‹‹‹‹‹‹‹‹‹‹‹‹‹‹‹‹‹‹‹‹‹‹‹‹‹‹‹‹‹‹‹‹‹‹‹‹‹‹‹‹‹‹‹‹‹‹‹‹‹‹‹‹‹‹‹‹‹‹‹‹‹‹‹‹‹‹‹‹‹‹‹‹‹‹‹‹‹‹‹‹‹‹‹‹‹‹‹‹‹‹‹‹‹‹‹‹‹‹‹	[157, 321, 1124, 334]
gencode-transcript-label[interactable]: KIAA0319L	[92, 641, 153, 655]
gencode-transcript-label[interactable]: KIAA0319L	[92, 593, 153, 607]
gencode-strand-arrows: ‹‹‹‹‹‹‹‹‹‹‹‹‹‹‹‹‹‹‹‹‹‹‹‹‹‹‹‹‹‹‹‹‹‹‹‹‹‹‹‹‹‹‹‹‹‹‹‹‹‹‹‹‹‹‹‹‹‹‹‹‹‹‹‹‹‹‹‹‹‹‹‹‹‹‹‹‹‹‹‹‹‹‹‹‹‹‹‹‹‹‹‹‹‹‹‹‹‹‹‹‹‹‹‹‹‹‹‹‹‹‹‹‹‹‹‹‹‹‹‹‹‹‹‹‹‹‹‹‹‹‹‹‹‹‹‹‹‹‹‹‹‹‹‹‹‹‹‹‹‹‹‹‹‹‹‹‹‹‹‹‹‹‹‹‹‹‹‹‹‹‹‹‹‹‹‹‹‹‹‹‹‹‹‹‹‹‹‹‹‹‹‹‹‹‹‹‹‹‹‹‹‹‹‹‹‹‹‹‹‹‹‹‹‹‹‹‹‹‹‹‹‹‹‹‹‹‹‹‹‹‹‹‹‹‹‹‹‹‹‹‹‹‹‹‹‹‹‹‹‹‹‹‹‹‹‹‹‹‹‹‹‹‹‹‹‹‹‹‹‹‹‹‹‹‹‹‹‹‹‹‹‹‹‹‹‹‹‹‹‹‹‹‹‹‹‹‹‹‹‹‹‹‹‹‹‹‹‹‹‹‹‹‹‹‹‹‹‹‹‹	[157, 577, 1124, 590]
gencode-transcript-label[interactable]: KIAA0319L	[92, 433, 153, 447]
gtex-tissue-bar[interactable]	[168, 865, 174, 906]
gencode-transcript-label[interactable]: KIAA0319L	[92, 113, 153, 127]
multiz-base: T	[402, 1113, 410, 1127]
multiz-base: T	[402, 1068, 410, 1082]
gencode-transcript-label[interactable]: KIAA0319L	[92, 225, 153, 239]
multiz-base: =	[762, 1128, 770, 1142]
multiz-base: A	[257, 1053, 266, 1067]
gencode-transcript-label[interactable]: KIAA0319L	[92, 161, 153, 175]
gtex-tissue-bar[interactable]	[294, 868, 300, 906]
multiz-base: A	[329, 1068, 338, 1082]
omim-title[interactable]: OMIM Gene Phenotypes - Dark Green Can Be Disease-causing	[382, 783, 723, 797]
gencode-strand-arrows: ‹‹‹‹‹‹‹‹‹‹‹‹‹‹‹‹‹‹‹‹‹‹‹‹‹‹‹‹‹‹‹‹‹‹‹‹‹‹‹‹‹‹‹‹‹‹‹‹‹‹‹‹‹‹‹‹‹‹‹‹‹‹‹‹‹‹‹‹‹‹‹‹‹‹‹‹‹‹‹‹‹‹‹‹‹‹‹‹‹‹‹‹‹‹‹‹‹‹‹‹‹‹‹‹‹‹‹‹‹‹‹‹‹‹‹‹‹‹‹‹‹‹‹‹‹‹‹‹‹‹‹‹‹‹‹‹‹‹‹‹‹‹‹‹‹‹‹‹‹‹‹‹‹‹‹‹‹‹‹‹‹‹‹‹‹‹‹‹‹‹‹‹‹‹‹‹‹‹‹‹‹‹‹‹‹‹‹‹‹‹‹‹‹‹‹‹‹‹‹‹‹‹‹‹‹‹‹‹‹‹‹‹‹‹‹‹‹‹‹‹‹‹‹‹‹‹‹‹‹‹‹‹‹‹‹‹‹‹‹‹‹‹‹‹‹‹‹‹‹‹‹‹‹‹‹‹‹‹‹‹‹‹‹‹‹‹‹‹‹‹‹‹‹‹‹‹‹‹‹‹‹‹‹‹‹‹‹‹‹‹‹‹‹‹‹‹‹‹‹‹‹‹‹‹‹‹‹‹‹‹‹‹‹‹‹‹‹‹‹‹	[157, 81, 1124, 94]
gtex-tissue-bar[interactable]	[246, 868, 252, 906]
chr-tick-2-mark	[876, 34, 877, 48]
gtex-tissue-bar[interactable]	[384, 867, 390, 906]
multiz-base: T	[690, 1068, 698, 1082]
gtex-tissue-bar[interactable]	[354, 867, 360, 906]
multiz-species-label[interactable]: Chicken	[109, 1128, 153, 1142]
gencode-strand-arrows: ‹‹‹‹‹‹‹‹‹‹‹‹‹‹‹‹‹‹‹‹‹‹‹‹‹‹‹‹‹‹‹‹‹‹‹‹‹‹‹‹‹‹‹‹‹‹‹‹‹‹‹‹‹‹‹‹‹‹‹‹‹‹‹‹‹‹‹‹‹‹‹‹‹‹‹‹‹‹‹‹‹‹‹‹‹‹‹‹‹‹‹‹‹‹‹‹‹‹‹‹‹‹‹‹‹‹‹‹‹‹‹‹‹‹‹‹‹‹‹‹‹‹‹‹‹‹‹‹‹‹‹‹‹‹‹‹‹‹‹‹‹‹‹‹‹‹‹‹‹‹‹‹‹‹‹‹‹‹‹‹‹‹‹‹‹‹‹‹‹‹‹‹‹‹‹‹‹‹‹‹‹‹‹‹‹‹‹‹‹‹‹‹‹‹‹‹‹‹‹‹‹‹‹‹‹‹‹‹‹‹‹‹‹‹‹‹‹‹‹‹‹‹‹‹‹‹‹‹‹‹‹‹‹‹‹‹‹‹‹‹‹‹‹‹‹‹‹‹‹‹‹‹‹‹‹‹‹‹‹‹‹‹‹‹‹‹‹‹‹‹‹‹‹‹‹‹‹‹‹‹‹‹‹‹‹‹‹‹‹‹‹‹‹‹‹‹‹‹‹‹‹‹‹‹‹‹‹‹‹‹‹‹‹‹‹‹‹‹‹‹	[157, 465, 1124, 478]
multiz-base: =	[258, 1098, 266, 1112]
gtex-title[interactable]: Gene Expression in 54 tissues from GTEx RNA-seq of 17382 samples, 948 donors (V8, Aug 2019)	[290, 845, 815, 859]
gencode-strand-arrows: ‹‹‹‹‹‹‹‹‹‹‹‹‹‹‹‹‹‹‹‹‹‹‹‹‹‹‹‹‹‹‹‹‹‹‹‹‹‹‹‹‹‹‹‹‹‹‹‹‹‹‹‹‹‹‹‹‹‹‹‹‹‹‹‹‹‹‹‹‹‹‹‹‹‹‹‹‹‹‹‹‹‹‹‹‹‹‹‹‹‹‹‹‹‹‹‹‹‹‹‹‹‹‹‹‹‹‹‹‹‹‹‹‹‹‹‹‹‹‹‹‹‹‹‹‹‹‹‹‹‹‹‹‹‹‹‹‹‹‹‹‹‹‹‹‹‹‹‹‹‹‹‹‹‹‹‹‹‹‹‹‹‹‹‹‹‹‹‹‹‹‹‹‹‹‹‹‹‹‹‹‹‹‹‹‹‹‹‹‹‹‹‹‹‹‹‹‹‹‹‹‹‹‹‹‹‹‹‹‹‹‹‹‹‹‹‹‹‹‹‹‹‹‹‹‹‹‹‹‹‹‹‹‹‹‹‹‹‹‹‹‹‹‹‹‹‹‹‹‹‹‹‹‹‹‹‹‹‹‹‹‹‹‹‹‹‹‹‹‹‹‹‹‹‹‹‹‹‹‹‹‹‹‹‹‹‹‹‹‹‹‹‹‹‹‹‹‹‹‹‹‹‹‹‹‹‹‹‹‹‹‹‹‹‹‹‹‹‹‹‹	[157, 177, 1124, 190]
gencode-strand-arrows: ‹‹‹‹‹‹‹‹‹‹‹‹‹‹‹‹‹‹‹‹‹‹‹‹‹‹‹‹‹‹‹‹‹‹‹‹‹‹‹‹‹‹‹‹‹‹‹‹‹‹‹‹‹‹‹‹‹‹‹‹‹‹‹‹‹‹‹‹‹‹‹‹‹‹‹‹‹‹‹‹‹‹‹‹‹‹‹‹‹‹‹‹‹‹‹‹‹‹‹‹‹‹‹‹‹‹‹‹‹‹‹‹‹‹‹‹‹‹‹‹‹‹‹‹‹‹‹‹‹‹‹‹‹‹‹‹‹‹‹‹‹‹‹‹‹‹‹‹‹‹‹‹‹‹‹‹‹‹‹‹‹‹‹‹‹‹‹‹‹‹‹‹‹‹‹‹‹‹‹‹‹‹‹‹‹‹‹‹‹‹‹‹‹‹‹‹‹‹‹‹‹‹‹‹‹‹‹‹‹‹‹‹‹‹‹‹‹‹‹‹‹‹‹‹‹‹‹‹‹‹‹‹‹‹‹‹‹‹‹‹‹‹‹‹‹‹‹‹‹‹‹‹‹‹‹‹‹‹‹‹‹‹‹‹‹‹‹‹‹‹‹‹‹‹‹‹‹‹‹‹‹‹‹‹‹‹‹‹‹‹‹‹‹‹‹‹‹‹‹‹‹‹‹‹‹‹‹‹‹‹‹‹‹‹‹‹‹‹‹‹	[157, 161, 1124, 174]
multiz-base: C	[905, 1053, 915, 1067]
cons-max-label: 4.88 _	[116, 958, 150, 972]
gtex-tissue-bar[interactable]	[264, 868, 270, 906]
multiz-base: =	[330, 1098, 338, 1112]
multiz-species-label[interactable]: Rhesus	[112, 1068, 153, 1082]
multiz-base: T	[402, 1053, 410, 1067]
gencode-transcript-label[interactable]: KIAA0319L	[92, 497, 153, 511]
gtex-tissue-bar[interactable]	[372, 864, 378, 906]
gtex-tissue-bar[interactable]	[402, 867, 408, 906]
gencode-transcript-label[interactable]: KIAA0319L	[92, 385, 153, 399]
gtex-tissue-bar[interactable]	[306, 867, 312, 906]
multiz-base: G	[545, 1068, 555, 1082]
gtex-tissue-bar[interactable]	[378, 869, 384, 906]
chr-tick-1-mark	[516, 34, 517, 48]
multiz-base: =	[834, 1128, 842, 1142]
gencode-transcript-label[interactable]: KIAA0319L	[92, 97, 153, 111]
reference-base: G	[545, 49, 555, 63]
omim-bar[interactable]	[157, 797, 948, 811]
gtex-tissue-bar[interactable]	[192, 868, 198, 906]
multiz-base: =	[690, 1098, 698, 1112]
gencode-strand-arrows: ‹‹‹‹‹‹‹‹‹‹‹‹‹‹‹‹‹‹‹‹‹‹‹‹‹‹‹‹‹‹‹‹‹‹‹‹‹‹‹‹‹‹‹‹‹‹‹‹‹‹‹‹‹‹‹‹‹‹‹‹‹‹‹‹‹‹‹‹‹‹‹‹‹‹‹‹‹‹‹‹‹‹‹‹‹‹‹‹‹‹‹‹‹‹‹‹‹‹‹‹‹‹‹‹‹‹‹‹‹‹‹‹‹‹‹‹‹‹‹‹‹‹‹‹‹‹‹‹‹‹‹‹‹‹‹‹‹‹‹‹‹‹‹‹‹‹‹‹‹‹‹‹‹‹‹‹‹‹‹‹‹‹‹‹‹‹‹‹‹‹‹‹‹‹‹‹‹‹‹‹‹‹‹‹‹‹‹‹‹‹‹‹‹‹‹‹‹‹‹‹‹‹‹‹‹‹‹‹‹‹‹‹‹‹‹‹‹‹‹‹‹‹‹‹‹‹‹‹‹‹‹‹‹‹‹‹‹‹‹‹‹‹‹‹‹‹‹‹‹‹‹‹‹‹‹‹‹‹‹‹‹‹‹‹‹‹‹‹‹‹‹‹‹‹‹‹‹‹‹‹‹‹‹‹‹‹‹‹‹‹‹‹‹‹‹‹‹‹‹‹‹‹‹‹‹‹‹‹‹‹‹‹‹‹‹‹‹‹‹‹	[157, 193, 1124, 206]
multiz-base: =	[762, 1098, 770, 1112]
gtex-tissue-bar[interactable]	[342, 868, 348, 906]
multiz-species-label[interactable]: X_tropicalis	[90, 1143, 153, 1157]
gtex-tissue-bar[interactable]	[198, 868, 204, 906]
gtex-tissue-bar[interactable]	[444, 868, 450, 906]
reference-base: T	[402, 49, 410, 63]
multiz-base: =	[906, 1143, 914, 1157]
gencode-strand-arrows: ‹‹‹‹‹‹‹‹‹‹‹‹‹‹‹‹‹‹‹‹‹‹‹‹‹‹‹‹‹‹‹‹‹‹‹‹‹‹‹‹‹‹‹‹‹‹‹‹‹‹‹‹‹‹‹‹‹‹‹‹‹‹‹‹‹‹‹‹‹‹‹‹‹‹‹‹‹‹‹‹‹‹‹‹‹‹‹‹‹‹‹‹‹‹‹‹‹‹‹‹‹‹‹‹‹‹‹‹‹‹‹‹‹‹‹‹‹‹‹‹‹‹‹‹‹‹‹‹‹‹‹‹‹‹‹‹‹‹‹‹‹‹‹‹‹‹‹‹‹‹‹‹‹‹‹‹‹‹‹‹‹‹‹‹‹‹‹‹‹‹‹‹‹‹‹‹‹‹‹‹‹‹‹‹‹‹‹‹‹‹‹‹‹‹‹‹‹‹‹‹‹‹‹‹‹‹‹‹‹‹‹‹‹‹‹‹‹‹‹‹‹‹‹‹‹‹‹‹‹‹‹‹‹‹‹‹‹‹‹‹‹‹‹‹‹‹‹‹‹‹‹‹‹‹‹‹‹‹‹‹‹‹‹‹‹‹‹‹‹‹‹‹‹‹‹‹‹‹‹‹‹‹‹‹‹‹‹‹‹‹‹‹‹‹‹‹‹‹‹‹‹‹‹‹‹‹‹‹‹‹‹‹‹‹‹‹‹‹‹‹	[157, 641, 1124, 654]
multiz-base: G	[329, 1053, 339, 1067]
gtex-tissue-bar[interactable]	[324, 868, 330, 906]
multiz-base: =	[690, 1143, 698, 1157]
gencode-strand-arrows: ‹‹‹‹‹‹‹‹‹‹‹‹‹‹‹‹‹‹‹‹‹‹‹‹‹‹‹‹‹‹‹‹‹‹‹‹‹‹‹‹‹‹‹‹‹‹‹‹‹‹‹‹‹‹‹‹‹‹‹‹‹‹‹‹‹‹‹‹‹‹‹‹‹‹‹‹‹‹‹‹‹‹‹‹‹‹‹‹‹‹‹‹‹‹‹‹‹‹‹‹‹‹‹‹‹‹‹‹‹‹‹‹‹‹‹‹‹‹‹‹‹‹‹‹‹‹‹‹‹‹‹‹‹‹‹‹‹‹‹‹‹‹‹‹‹‹‹‹‹‹‹‹‹‹‹‹‹‹‹‹‹‹‹‹‹‹‹‹‹‹‹‹‹‹‹‹‹‹‹‹‹‹‹‹‹‹‹‹‹‹‹‹‹‹‹‹‹‹‹‹‹‹‹‹‹‹‹‹‹‹‹‹‹‹‹‹‹‹‹‹‹‹‹‹‹‹‹‹‹‹‹‹‹‹‹‹‹‹‹‹‹‹‹‹‹‹‹‹‹‹‹‹‹‹‹‹‹‹‹‹‹‹‹‹‹‹‹‹‹‹‹‹‹‹‹‹‹‹‹‹‹‹‹‹‹‹‹‹‹‹‹‹‹‹‹‹‹‹‹‹‹‹‹‹‹‹‹‹‹‹‹‹‹‹‹‹‹‹‹‹	[157, 561, 1124, 574]
gencode-strand-arrows: ‹‹‹‹‹‹‹‹‹‹‹‹‹‹‹‹‹‹‹‹‹‹‹‹‹‹‹‹‹‹‹‹‹‹‹‹‹‹‹‹‹‹‹‹‹‹‹‹‹‹‹‹‹‹‹‹‹‹‹‹‹‹‹‹‹‹‹‹‹‹‹‹‹‹‹‹‹‹‹‹‹‹‹‹‹‹‹‹‹‹‹‹‹‹‹‹‹‹‹‹‹‹‹‹‹‹‹‹‹‹‹‹‹‹‹‹‹‹‹‹‹‹‹‹‹‹‹‹‹‹‹‹‹‹‹‹‹‹‹‹‹‹‹‹‹‹‹‹‹‹‹‹‹‹‹‹‹‹‹‹‹‹‹‹‹‹‹‹‹‹‹‹‹‹‹‹‹‹‹‹‹‹‹‹‹‹‹‹‹‹‹‹‹‹‹‹‹‹‹‹‹‹‹‹‹‹‹‹‹‹‹‹‹‹‹‹‹‹‹‹‹‹‹‹‹‹‹‹‹‹‹‹‹‹‹‹‹‹‹‹‹‹‹‹‹‹‹‹‹‹‹‹‹‹‹‹‹‹‹‹‹‹‹‹‹‹‹‹‹‹‹‹‹‹‹‹‹‹‹‹‹‹‹‹‹‹‹‹‹‹‹‹‹‹‹‹‹‹‹‹‹‹‹‹‹‹‹‹‹‹‹‹‹‹‹‹‹‹‹‹	[157, 417, 1124, 430]
dbsnp-title[interactable]: Short Genetic Variants from dbSNP release 155	[435, 815, 670, 827]
reference-base: T	[690, 49, 698, 63]
scale-bar	[372, 17, 733, 30]
refseq-gene-line[interactable]	[157, 726, 948, 727]
gencode-strand-arrows: ‹‹‹‹‹‹‹‹‹‹‹‹‹‹‹‹‹‹‹‹‹‹‹‹‹‹‹‹‹‹‹‹‹‹‹‹‹‹‹‹‹‹‹‹‹‹‹‹‹‹‹‹‹‹‹‹‹‹‹‹‹‹‹‹‹‹‹‹‹‹‹‹‹‹‹‹‹‹‹‹‹‹‹‹‹‹‹‹‹‹‹‹‹‹‹‹‹‹‹‹‹‹‹‹‹‹‹‹‹‹‹‹‹‹‹‹‹‹‹‹‹‹‹‹‹‹‹‹‹‹‹‹‹‹‹‹‹‹‹‹‹‹‹‹‹‹‹‹‹‹‹‹‹‹‹‹‹‹‹‹‹‹‹‹‹‹‹‹‹‹‹‹‹‹‹‹‹‹‹‹‹‹‹‹‹‹‹‹‹‹‹‹‹‹‹‹‹‹‹‹‹‹‹‹‹‹‹‹‹‹‹‹‹‹‹‹‹‹‹‹‹‹‹‹‹‹‹‹‹‹‹‹‹‹‹‹‹‹‹‹‹‹‹‹‹‹‹‹‹‹‹‹‹‹‹‹‹‹‹‹‹‹‹‹‹‹‹‹‹‹‹‹‹‹‹‹‹‹‹‹‹‹‹‹‹‹‹‹‹‹‹‹‹‹‹‹‹‹‹‹‹‹‹‹‹‹‹‹‹‹‹‹‹‹‹‹‹‹‹‹	[157, 625, 1124, 638]
multiz-base: A	[473, 1083, 482, 1097]
multiz-base: A	[473, 1053, 482, 1067]
reference-base: A	[257, 49, 266, 63]
gtex-tissue-bar[interactable]	[252, 867, 258, 906]
gtex-tissue-bar[interactable]	[288, 867, 294, 906]
gencode-transcript-label[interactable]: KIAA0319L	[92, 177, 153, 191]
scale-label: Scale	[122, 18, 153, 32]
multiz-base: A	[761, 1053, 770, 1067]
gencode-transcript-label[interactable]: KIAA0319L	[92, 337, 153, 351]
gencode-transcript-label[interactable]: KIAA0319L	[92, 513, 153, 527]
multiz-base: T	[618, 1083, 626, 1097]
multiz-base: =	[546, 1143, 554, 1157]
multiz-base: A	[761, 1113, 770, 1127]
gencode-transcript-label[interactable]: KIAA0319L	[92, 209, 153, 223]
gencode-strand-arrows: ‹‹‹‹‹‹‹‹‹‹‹‹‹‹‹‹‹‹‹‹‹‹‹‹‹‹‹‹‹‹‹‹‹‹‹‹‹‹‹‹‹‹‹‹‹‹‹‹‹‹‹‹‹‹‹‹‹‹‹‹‹‹‹‹‹‹‹‹‹‹‹‹‹‹‹‹‹‹‹‹‹‹‹‹‹‹‹‹‹‹‹‹‹‹‹‹‹‹‹‹‹‹‹‹‹‹‹‹‹‹‹‹‹‹‹‹‹‹‹‹‹‹‹‹‹‹‹‹‹‹‹‹‹‹‹‹‹‹‹‹‹‹‹‹‹‹‹‹‹‹‹‹‹‹‹‹‹‹‹‹‹‹‹‹‹‹‹‹‹‹‹‹‹‹‹‹‹‹‹‹‹‹‹‹‹‹‹‹‹‹‹‹‹‹‹‹‹‹‹‹‹‹‹‹‹‹‹‹‹‹‹‹‹‹‹‹‹‹‹‹‹‹‹‹‹‹‹‹‹‹‹‹‹‹‹‹‹‹‹‹‹‹‹‹‹‹‹‹‹‹‹‹‹‹‹‹‹‹‹‹‹‹‹‹‹‹‹‹‹‹‹‹‹‹‹‹‹‹‹‹‹‹‹‹‹‹‹‹‹‹‹‹‹‹‹‹‹‹‹‹‹‹‹‹‹‹‹‹‹‹‹‹‹‹‹‹‹‹‹‹	[157, 545, 1124, 558]
h3k27ac-label[interactable]: Layered H3K27Ac	[55, 926, 153, 940]
multiz-base: =	[834, 1143, 842, 1157]
cons-label[interactable]: 100 Vert. Cons	[73, 982, 153, 996]
multiz-base: T	[186, 1113, 194, 1127]
multiz-base: =	[330, 1128, 338, 1142]
gtex-tissue-bar[interactable]	[216, 864, 222, 906]
multiz-base: =	[186, 1128, 194, 1142]
gtex-tissue-bar[interactable]	[348, 868, 354, 906]
multiz-species-label[interactable]: Human	[114, 1053, 153, 1067]
gencode-transcript-label[interactable]: KIAA0319L	[92, 529, 153, 543]
multiz-base: A	[257, 1068, 266, 1082]
publications-title[interactable]: Publications: Sequences in Scientific Articles	[443, 737, 662, 749]
gtex-tissue-bar[interactable]	[300, 867, 306, 906]
repeatmasker-title[interactable]: Repeating Elements by RepeatMasker	[449, 1174, 656, 1188]
multiz-base: T	[618, 1068, 626, 1082]
gencode-transcript-label[interactable]: KIAA0319L	[92, 609, 153, 623]
multiz-base: A	[473, 1068, 482, 1082]
multiz-base: T	[690, 1053, 698, 1067]
multiz-base: A	[761, 1083, 770, 1097]
gtex-tissue-bar[interactable]	[180, 869, 186, 906]
gtex-tissue-bar[interactable]	[276, 866, 282, 906]
gtex-tissue-bar[interactable]	[432, 869, 438, 906]
multiz-title[interactable]: Multiz Alignments of 100 Vertebrates	[455, 1024, 650, 1038]
multiz-base: G	[473, 1113, 483, 1127]
gtex-tissue-bar[interactable]	[336, 868, 342, 906]
cons-signal[interactable]	[155, 988, 950, 1008]
gencode-transcript-label[interactable]: KIAA0319L	[92, 481, 153, 495]
multiz-base: =	[618, 1128, 626, 1142]
gtex-tissue-bar[interactable]	[366, 861, 372, 906]
gtex-tissue-bar[interactable]	[210, 868, 216, 906]
multiz-base: C	[905, 1113, 915, 1127]
repeatmasker-bar[interactable]	[157, 1188, 948, 1202]
gencode-strand-arrows: ‹‹‹‹‹‹‹‹‹‹‹‹‹‹‹‹‹‹‹‹‹‹‹‹‹‹‹‹‹‹‹‹‹‹‹‹‹‹‹‹‹‹‹‹‹‹‹‹‹‹‹‹‹‹‹‹‹‹‹‹‹‹‹‹‹‹‹‹‹‹‹‹‹‹‹‹‹‹‹‹‹‹‹‹‹‹‹‹‹‹‹‹‹‹‹‹‹‹‹‹‹‹‹‹‹‹‹‹‹‹‹‹‹‹‹‹‹‹‹‹‹‹‹‹‹‹‹‹‹‹‹‹‹‹‹‹‹‹‹‹‹‹‹‹‹‹‹‹‹‹‹‹‹‹‹‹‹‹‹‹‹‹‹‹‹‹‹‹‹‹‹‹‹‹‹‹‹‹‹‹‹‹‹‹‹‹‹‹‹‹‹‹‹‹‹‹‹‹‹‹‹‹‹‹‹‹‹‹‹‹‹‹‹‹‹‹‹‹‹‹‹‹‹‹‹‹‹‹‹‹‹‹‹‹‹‹‹‹‹‹‹‹‹‹‹‹‹‹‹‹‹‹‹‹‹‹‹‹‹‹‹‹‹‹‹‹‹‹‹‹‹‹‹‹‹‹‹‹‹‹‹‹‹‹‹‹‹‹‹‹‹‹‹‹‹‹‹‹‹‹‹‹‹‹‹‹‹‹‹‹‹‹‹‹‹‹‹‹‹‹	[157, 449, 1124, 462]
chr-tick-1: 36,012,010	[450, 36, 511, 50]
multiz-base: =	[546, 1098, 554, 1112]
multiz-base: C	[257, 1113, 267, 1127]
multiz-base: C	[185, 1068, 195, 1082]
gencode-strand-arrows: ‹‹‹‹‹‹‹‹‹‹‹‹‹‹‹‹‹‹‹‹‹‹‹‹‹‹‹‹‹‹‹‹‹‹‹‹‹‹‹‹‹‹‹‹‹‹‹‹‹‹‹‹‹‹‹‹‹‹‹‹‹‹‹‹‹‹‹‹‹‹‹‹‹‹‹‹‹‹‹‹‹‹‹‹‹‹‹‹‹‹‹‹‹‹‹‹‹‹‹‹‹‹‹‹‹‹‹‹‹‹‹‹‹‹‹‹‹‹‹‹‹‹‹‹‹‹‹‹‹‹‹‹‹‹‹‹‹‹‹‹‹‹‹‹‹‹‹‹‹‹‹‹‹‹‹‹‹‹‹‹‹‹‹‹‹‹‹‹‹‹‹‹‹‹‹‹‹‹‹‹‹‹‹‹‹‹‹‹‹‹‹‹‹‹‹‹‹‹‹‹‹‹‹‹‹‹‹‹‹‹‹‹‹‹‹‹‹‹‹‹‹‹‹‹‹‹‹‹‹‹‹‹‹‹‹‹‹‹‹‹‹‹‹‹‹‹‹‹‹‹‹‹‹‹‹‹‹‹‹‹‹‹‹‹‹‹‹‹‹‹‹‹‹‹‹‹‹‹‹‹‹‹‹‹‹‹‹‹‹‹‹‹‹‹‹‹‹‹‹‹‹‹‹‹‹‹‹‹‹‹‹‹‹‹‹‹‹‹‹‹	[157, 481, 1124, 494]
multiz-base: C	[329, 1113, 339, 1127]
multiz-base: C	[401, 1083, 411, 1097]
reference-base: C	[185, 49, 195, 63]
multiz-species-label[interactable]: Elephant	[105, 1113, 153, 1127]
repeatmasker-label[interactable]: RepeatMasker	[74, 1188, 153, 1202]
gtex-tissue-bar[interactable]	[408, 867, 414, 906]
multiz-base: =	[690, 1128, 698, 1142]
refseq-title[interactable]: RefSeq genes from NCBI	[490, 706, 615, 718]
multiz-base: C	[833, 1083, 843, 1097]
multiz-gaps-label[interactable]: Gaps	[124, 1038, 153, 1052]
gencode-transcript-label[interactable]: KIAA0319L	[92, 129, 153, 143]
gencode-strand-arrows: ‹‹‹‹‹‹‹‹‹‹‹‹‹‹‹‹‹‹‹‹‹‹‹‹‹‹‹‹‹‹‹‹‹‹‹‹‹‹‹‹‹‹‹‹‹‹‹‹‹‹‹‹‹‹‹‹‹‹‹‹‹‹‹‹‹‹‹‹‹‹‹‹‹‹‹‹‹‹‹‹‹‹‹‹‹‹‹‹‹‹‹‹‹‹‹‹‹‹‹‹‹‹‹‹‹‹‹‹‹‹‹‹‹‹‹‹‹‹‹‹‹‹‹‹‹‹‹‹‹‹‹‹‹‹‹‹‹‹‹‹‹‹‹‹‹‹‹‹‹‹‹‹‹‹‹‹‹‹‹‹‹‹‹‹‹‹‹‹‹‹‹‹‹‹‹‹‹‹‹‹‹‹‹‹‹‹‹‹‹‹‹‹‹‹‹‹‹‹‹‹‹‹‹‹‹‹‹‹‹‹‹‹‹‹‹‹‹‹‹‹‹‹‹‹‹‹‹‹‹‹‹‹‹‹‹‹‹‹‹‹‹‹‹‹‹‹‹‹‹‹‹‹‹‹‹‹‹‹‹‹‹‹‹‹‹‹‹‹‹‹‹‹‹‹‹‹‹‹‹‹‹‹‹‹‹‹‹‹‹‹‹‹‹‹‹‹‹‹‹‹‹‹‹‹‹‹‹‹‹‹‹‹‹‹‹‹‹‹‹‹	[157, 209, 1124, 222]
multiz-base: =	[258, 1128, 266, 1142]
